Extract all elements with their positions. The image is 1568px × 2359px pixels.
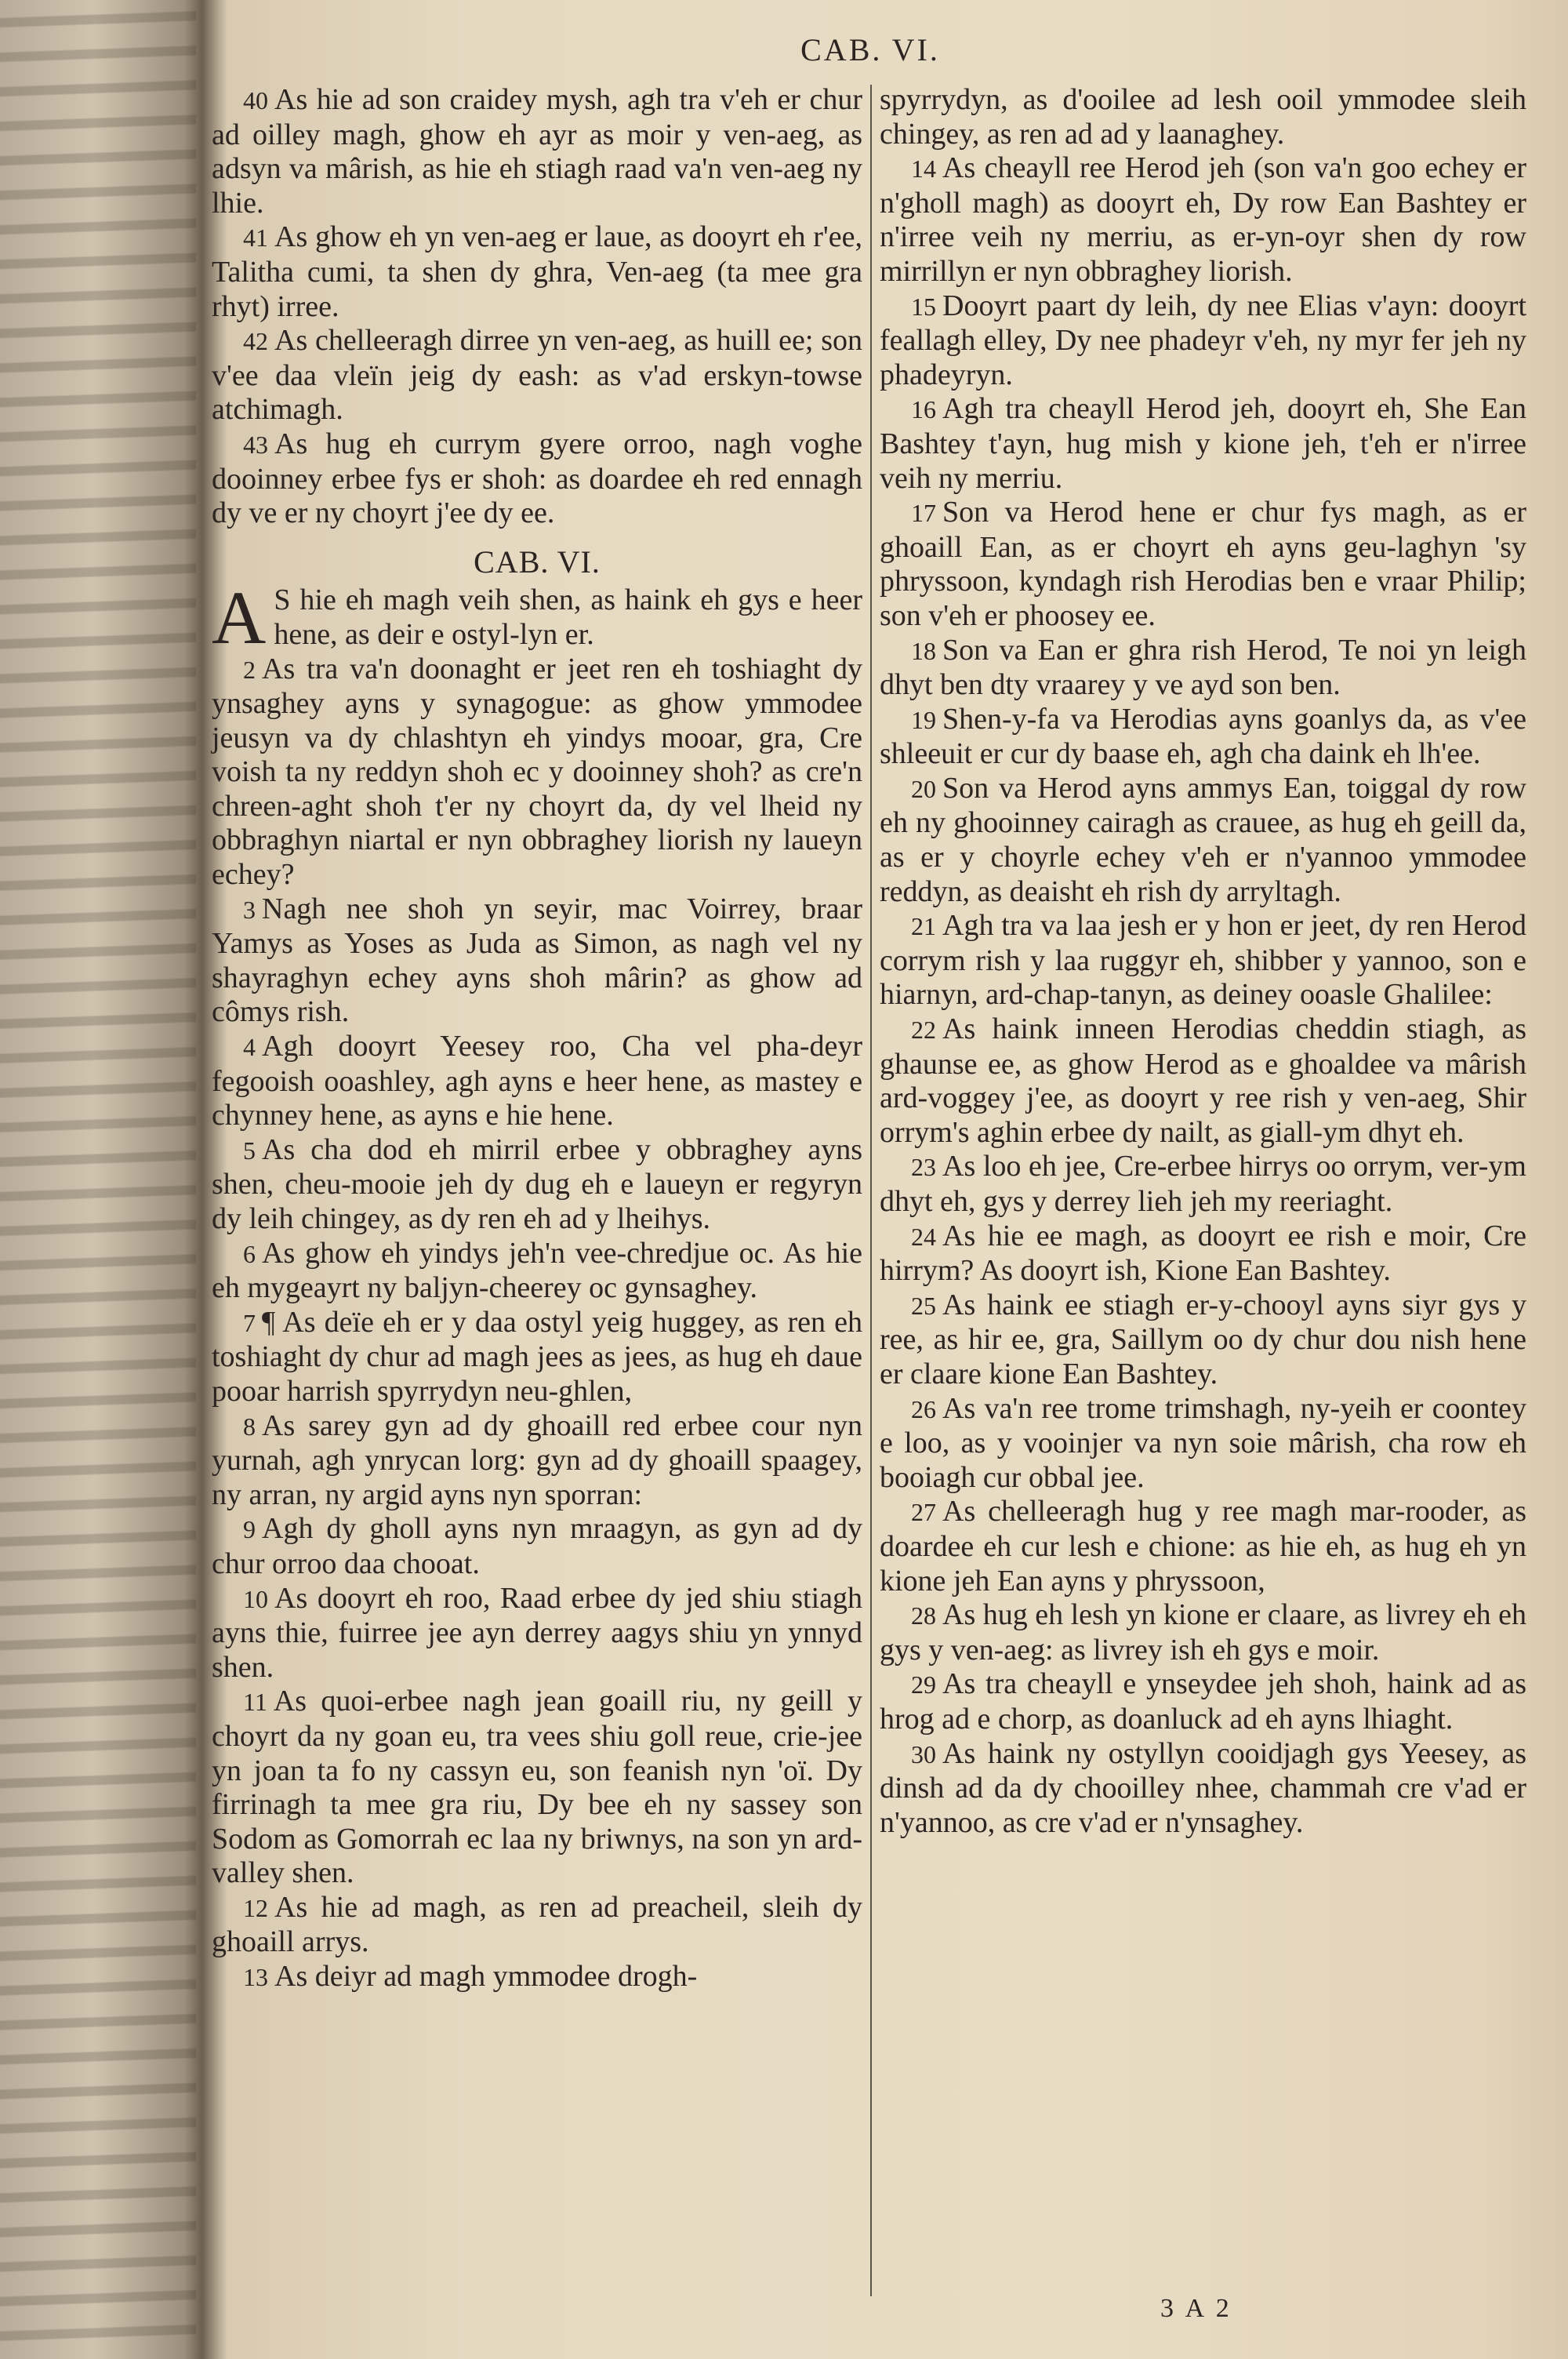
verse-number: 27 bbox=[911, 1498, 936, 1527]
verse-text: As va'n ree trome trimshagh, ny-yeih er coontey e loo, as y vooinjer va nyn soie mârish, cha row eh booiagh cur obbal jee. bbox=[880, 1391, 1526, 1494]
verse bbox=[880, 1150, 1526, 1219]
verse-number: 24 bbox=[911, 1222, 936, 1251]
verse-text: As chelleeragh hug y ree magh mar-rooder, as doardee eh cur lesh e chione: as hie eh, as hug eh yn kione jeh Ean ayns y phryssoon, bbox=[880, 1495, 1526, 1598]
verse-number: 5 bbox=[243, 1136, 256, 1165]
verse bbox=[880, 392, 1526, 496]
verse-text: S hie eh magh veih shen, as haink eh gys e heer hene, as deir e ostyl-lyn er. bbox=[274, 583, 862, 651]
verse bbox=[880, 1667, 1526, 1736]
verse bbox=[880, 83, 1526, 151]
verse bbox=[212, 652, 862, 892]
verse bbox=[212, 1582, 862, 1685]
verse-number: 19 bbox=[911, 705, 936, 734]
right-column bbox=[880, 83, 1526, 1840]
signature-mark: 3 A 2 bbox=[1160, 2294, 1232, 2323]
verse-number: 11 bbox=[243, 1688, 267, 1717]
verse-text: ¶ As deïe eh er y daa ostyl yeig huggey, as ren eh toshiaght dy chur ad magh jees as jees, as hug eh daue pooar harrish spyrrydyn neu-ghlen, bbox=[212, 1305, 862, 1408]
verse bbox=[212, 1409, 862, 1513]
verse bbox=[880, 703, 1526, 772]
verse-number: 17 bbox=[911, 499, 936, 528]
verse-text: As loo eh jee, Cre-erbee hirrys oo orrym, ver-ym dhyt eh, gys y derrey lieh jeh my reeriaght. bbox=[880, 1150, 1526, 1218]
verse-number: 3 bbox=[243, 895, 256, 924]
verse-number: 13 bbox=[243, 1963, 268, 1992]
verse-text: Son va Ean er ghra rish Herod, Te noi yn leigh dhyt ben dty vraarey y ve ayd son ben. bbox=[880, 633, 1526, 702]
verse bbox=[212, 427, 862, 531]
verse-number: 14 bbox=[911, 154, 936, 184]
verse bbox=[212, 1030, 862, 1133]
verse-text: Agh dy gholl ayns nyn mraagyn, as gyn ad dy chur orroo daa chooat. bbox=[212, 1512, 862, 1580]
verse-text: As tra va'n doonaght er jeet ren eh toshiaght dy ynsaghey ayns y synagogue: as ghow ymmodee jeusyn va dy chlashtyn eh yindys mooar, gra, Cre voish ta ny reddyn shoh ec y dooinney shoh? as cre'n chreen-aght shoh t'er ny choyrt da, dy vel lheid ny obbraghyn niartal er nyn obbraghey liorish ny laueyn echey? bbox=[212, 652, 862, 892]
verse bbox=[212, 1685, 862, 1891]
verse bbox=[212, 83, 862, 220]
verse bbox=[880, 634, 1526, 703]
verse-text: As tra cheayll e ynseydee jeh shoh, haink ad as hrog ad e chorp, as doanluck ad eh ayns lhiaght. bbox=[880, 1667, 1526, 1736]
verse-number: 9 bbox=[243, 1515, 256, 1544]
verse bbox=[880, 289, 1526, 393]
verse-text: As haink inneen Herodias cheddin stiagh, as ghaunse ee, as ghow Herod as e ghoaldee va mârish ard-voggey j'ee, as dooyrt y ree rish y ven-aeg, Shir orrym's aghin erbee dy nailt, as giall-ym dhyt eh. bbox=[880, 1012, 1526, 1149]
verse-text: As hug eh lesh yn kione er claare, as livrey eh eh gys y ven-aeg: as livrey ish eh gys e moir. bbox=[880, 1598, 1526, 1667]
verse bbox=[880, 1598, 1526, 1667]
verse-number: 40 bbox=[243, 86, 268, 114]
verse-number: 18 bbox=[911, 636, 936, 665]
verse-text: Son va Herod ayns ammys Ean, toiggal dy row eh ny ghooinney cairagh as crauee, as hug eh geill da, as er y choyrle echey v'eh er n'yannoo ymmodee reddyn, as deaisht eh rish dy arryltagh. bbox=[880, 771, 1526, 908]
verse-text: As hug eh currym gyere orroo, nagh voghe dooinney erbee fys er shoh: as doardee eh red ennagh dy ve er ny choyrt j'ee dy ee. bbox=[212, 427, 862, 530]
column-rule bbox=[870, 85, 872, 2296]
drop-cap: A bbox=[212, 576, 267, 660]
verse bbox=[212, 1960, 862, 1995]
verse-number: 22 bbox=[911, 1016, 936, 1045]
verse-number: 2 bbox=[243, 655, 256, 684]
facing-page-edge bbox=[0, 0, 196, 2359]
verse bbox=[212, 892, 862, 1030]
verse-text: Nagh nee shoh yn seyir, mac Voirrey, braar Yamys as Yoses as Juda as Simon, as nagh vel ny shayraghyn echey ayns shoh mârin? as ghow ad cômys rish. bbox=[212, 892, 862, 1029]
verse bbox=[880, 151, 1526, 289]
verse-text: Agh tra va laa jesh er y hon er jeet, dy ren Herod corrym rish y laa ruggyr eh, shibber y yannoo, son e hiarnyn, ard-chap-tanyn, as deiney ooasle Ghalilee: bbox=[880, 909, 1526, 1012]
verse bbox=[880, 1289, 1526, 1392]
verse-number: 7 bbox=[243, 1308, 256, 1337]
verse-text: As dooyrt eh roo, Raad erbee dy jed shiu stiagh ayns thie, fuirree jee ayn derrey aagys shiu yn ynnyd shen. bbox=[212, 1581, 862, 1684]
chapter-heading: CAB. VI. bbox=[474, 543, 601, 580]
verse-number: 23 bbox=[911, 1153, 936, 1182]
verse bbox=[880, 1495, 1526, 1598]
verse-text: As sarey gyn ad dy ghoaill red erbee cour nyn yurnah, agh ynrycan lorg: gyn ad dy ghoaill spaagey, ny arran, ny argid ayns nyn sporran: bbox=[212, 1408, 862, 1511]
verse-text: Dooyrt paart dy leih, dy nee Elias v'ayn: dooyrt feallagh elley, Dy nee phadeyr v'eh, ny myr fer jeh ny phadeyryn. bbox=[880, 289, 1526, 391]
verse bbox=[212, 1891, 862, 1960]
verse-text: As haink ny ostyllyn cooidjagh gys Yeesey, as dinsh ad da dy chooilley nhee, chammah cre v'ad er n'yannoo, as cre v'ad er n'ynsaghey. bbox=[880, 1736, 1526, 1839]
verse bbox=[212, 1237, 862, 1306]
verse-number: 4 bbox=[243, 1033, 256, 1062]
verse-text: As ghow eh yindys jeh'n vee-chredjue oc. As hie eh mygeayrt ny baljyn-cheerey oc gynsaghey. bbox=[212, 1236, 862, 1305]
verse-number: 16 bbox=[911, 395, 936, 424]
verse-number: 43 bbox=[243, 430, 268, 459]
verse-text: Son va Herod hene er chur fys magh, as er ghoaill Ean, as er choyrt eh ayns geu-laghyn 'sy phryssoon, kyndagh rish Herodias ben e vraar Philip; son v'eh er phoosey ee. bbox=[880, 496, 1526, 632]
verse bbox=[880, 1012, 1526, 1150]
verse-number: 6 bbox=[243, 1239, 256, 1268]
verse bbox=[212, 220, 862, 324]
verse-number: 21 bbox=[911, 912, 936, 941]
verse bbox=[880, 1392, 1526, 1496]
verse-number: 15 bbox=[911, 292, 936, 321]
verse-text: As quoi-erbee nagh jean goaill riu, ny geill y choyrt da ny goan eu, tra vees shiu goll reue, crie-jee yn joan ta fo ny cassyn eu, son feanish nyn 'oï. Dy firrinagh ta mee gra riu, Dy bee eh ny sassey son Sodom as Gomorrah ec laa ny briwnys, na son yn ard-valley shen. bbox=[212, 1685, 862, 1890]
verse-text: As deiyr ad magh ymmodee drogh- bbox=[274, 1960, 698, 1994]
verse-text: As chelleeragh dirree yn ven-aeg, as huill ee; son v'ee daa vleïn jeig dy eash: as v'ad erskyn-towse atchimagh. bbox=[212, 324, 862, 427]
verse-text: Agh tra cheayll Herod jeh, dooyrt eh, She Ean Bashtey t'ayn, hug mish y kione jeh, t'eh er n'irree veih ny merriu. bbox=[880, 392, 1526, 495]
verse bbox=[212, 324, 862, 427]
verse-text: As hie ad son craidey mysh, agh tra v'eh er chur ad oilley magh, ghow eh ayr as moir y ven-aeg, as adsyn va mârish, as hie eh stiagh raad va'n ven-aeg ny lhie. bbox=[212, 83, 862, 220]
verse-number: 25 bbox=[911, 1291, 936, 1320]
verse-number: 10 bbox=[243, 1584, 268, 1613]
verse bbox=[880, 909, 1526, 1012]
verse-number: 42 bbox=[243, 327, 268, 356]
verse-text: As cheayll ree Herod jeh (son va'n goo echey er n'gholl magh) as dooyrt eh, Dy row Ean Bashtey er n'irree veih ny merriu, as er-yn-oyr shen dy row mirrillyn er nyn obbraghey liorish. bbox=[880, 151, 1526, 288]
verse bbox=[212, 1512, 862, 1581]
verse bbox=[880, 1737, 1526, 1841]
verse-number: 26 bbox=[911, 1394, 936, 1423]
verse-text: As haink ee stiagh er-y-chooyl ayns siyr gys y ree, as hir ee, gra, Saillym oo dy chur dou nish hene er claare kione Ean Bashtey. bbox=[880, 1288, 1526, 1390]
verse-text: As hie ee magh, as dooyrt ee rish e moir, Cre hirrym? As dooyrt ish, Kione Ean Bashtey. bbox=[880, 1219, 1526, 1288]
running-head: CAB. VI. bbox=[800, 32, 940, 67]
verse bbox=[212, 576, 862, 660]
verse-number: 41 bbox=[243, 224, 268, 253]
verse-number: 12 bbox=[243, 1893, 268, 1922]
left-column bbox=[212, 83, 862, 1995]
verse-number: 30 bbox=[911, 1739, 936, 1768]
verse-text: As cha dod eh mirril erbee y obbraghey ayns shen, cheu-mooie jeh dy dug eh e laueyn er regyryn dy leih chingey, as dy ren eh ad y lheihys. bbox=[212, 1132, 862, 1235]
verse-number: 28 bbox=[911, 1601, 936, 1630]
verse bbox=[212, 1133, 862, 1237]
verse-text: As ghow eh yn ven-aeg er laue, as dooyrt eh r'ee, Talitha cumi, ta shen dy ghra, Ven-aeg (ta mee gra rhyt) irree. bbox=[212, 220, 862, 323]
verse-number: 20 bbox=[911, 774, 936, 803]
verse-text: spyrrydyn, as d'ooilee ad lesh ooil ymmodee sleih chingey, as ren ad ad y laanaghey. bbox=[880, 83, 1526, 151]
verse-text: Agh dooyrt Yeesey roo, Cha vel pha-deyr fegooish ooashley, agh ayns e heer hene, as mastey e chynney hene, as ayns e hie hene. bbox=[212, 1030, 862, 1132]
verse bbox=[212, 1306, 862, 1409]
verse bbox=[880, 1219, 1526, 1289]
verse-number: 29 bbox=[911, 1670, 936, 1699]
verse-number: 8 bbox=[243, 1412, 256, 1441]
verse-text: As hie ad magh, as ren ad preacheil, sleih dy ghoaill arrys. bbox=[212, 1890, 862, 1959]
verse-text: Shen-y-fa va Herodias ayns goanlys da, as v'ee shleeuit er cur dy baase eh, agh cha daink eh lh'ee. bbox=[880, 702, 1526, 771]
verse bbox=[880, 496, 1526, 633]
verse bbox=[880, 772, 1526, 909]
